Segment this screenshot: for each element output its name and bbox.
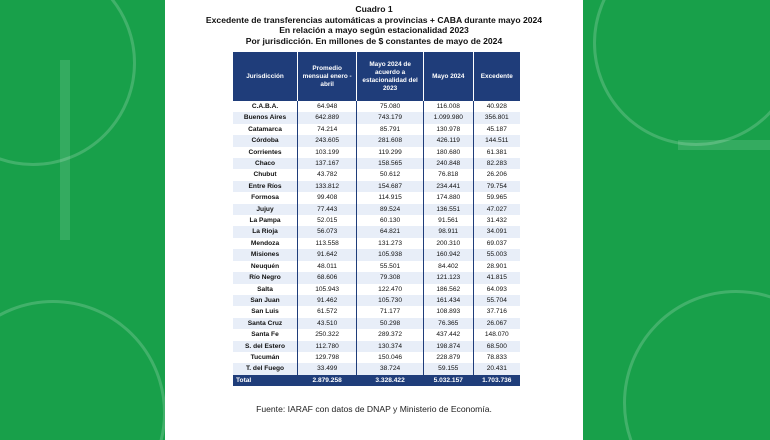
value-cell: 144.511 — [473, 135, 520, 146]
value-cell: 130.978 — [423, 124, 473, 135]
decorative-ring — [593, 0, 770, 146]
jurisdiction-cell: Santa Fe — [233, 329, 298, 340]
table-row — [233, 204, 520, 215]
jurisdiction-cell: Salta — [233, 284, 298, 295]
right-green-background — [583, 0, 770, 440]
value-cell: 50.612 — [357, 169, 424, 180]
value-cell: 45.187 — [486, 125, 507, 133]
value-cell: 33.499 — [298, 363, 357, 374]
table-row — [233, 158, 520, 169]
value-cell: 114.915 — [357, 192, 424, 203]
value-cell: 91.642 — [298, 249, 357, 260]
table-header-row — [233, 52, 520, 101]
value-cell: 76.365 — [423, 318, 473, 329]
jurisdiction-cell: La Rioja — [233, 226, 298, 237]
value-cell: 64.093 — [486, 285, 507, 293]
value-cell: 59.155 — [423, 363, 473, 374]
value-cell: 130.374 — [357, 341, 424, 352]
value-cell: 64.821 — [357, 226, 424, 237]
value-cell: 198.874 — [423, 341, 473, 352]
value-cell: 240.848 — [423, 158, 473, 169]
value-cell: 43.782 — [298, 169, 357, 180]
transfers-table — [233, 52, 520, 386]
table-row — [233, 329, 520, 340]
value-cell: 84.402 — [423, 261, 473, 272]
value-cell: 122.470 — [357, 284, 424, 295]
table-row — [233, 306, 520, 317]
value-cell: 28.901 — [486, 262, 507, 270]
column-header: Mayo 2024 — [423, 52, 473, 101]
table-units: Por jurisdicción. En millones de $ constantes de mayo de 2024 — [245, 35, 503, 46]
jurisdiction-cell: Total — [233, 375, 298, 386]
value-cell: 1.703.736 — [473, 375, 520, 386]
value-cell: 76.818 — [423, 169, 473, 180]
value-cell: 103.199 — [298, 147, 357, 158]
table-titles — [165, 4, 583, 46]
value-cell: 52.015 — [298, 215, 357, 226]
value-cell: 186.562 — [423, 284, 473, 295]
jurisdiction-cell: Neuquén — [233, 261, 298, 272]
value-cell: 105.730 — [357, 295, 424, 306]
value-cell: 121.123 — [423, 272, 473, 283]
value-cell: 91.462 — [298, 295, 357, 306]
value-cell: 289.372 — [357, 329, 424, 340]
value-cell: 68.500 — [473, 341, 520, 352]
value-cell: 78.833 — [486, 353, 507, 361]
jurisdiction-cell: Entre Ríos — [233, 181, 298, 192]
table-row — [233, 124, 520, 135]
value-cell: 64.948 — [298, 101, 357, 112]
value-cell: 174.880 — [423, 192, 473, 203]
value-cell: 119.299 — [357, 147, 424, 158]
value-cell: 77.443 — [298, 204, 357, 215]
jurisdiction-cell: T. del Fuego — [233, 363, 298, 374]
value-cell: 158.565 — [357, 158, 424, 169]
value-cell: 228.879 — [423, 352, 473, 363]
value-cell: 136.551 — [423, 204, 473, 215]
column-header: Jurisdicción — [233, 52, 298, 101]
value-cell: 105.943 — [298, 284, 357, 295]
table-row — [233, 169, 520, 180]
value-cell: 200.310 — [423, 238, 473, 249]
decorative-ring — [623, 290, 770, 440]
value-cell: 2.879.258 — [298, 375, 357, 386]
jurisdiction-cell: La Pampa — [233, 215, 298, 226]
value-cell: 113.558 — [298, 238, 357, 249]
table-body — [233, 101, 520, 386]
column-header: Excedente — [473, 52, 520, 101]
value-cell: 43.510 — [298, 318, 357, 329]
value-cell: 150.046 — [357, 352, 424, 363]
value-cell: 47.027 — [473, 204, 520, 215]
value-cell: 133.812 — [298, 181, 357, 192]
value-cell: 99.408 — [298, 192, 357, 203]
value-cell: 59.965 — [486, 194, 507, 202]
value-cell: 3.328.422 — [357, 375, 424, 386]
decorative-bar — [678, 140, 770, 150]
left-green-background — [0, 0, 165, 440]
column-header: Mayo 2024 de acuerdo a estacionalidad del 2023 — [357, 52, 424, 101]
value-cell: 26.067 — [473, 318, 520, 329]
jurisdiction-cell: Buenos Aires — [233, 112, 298, 123]
table-row — [233, 215, 520, 226]
jurisdiction-cell: Corrientes — [233, 147, 298, 158]
value-cell: 426.119 — [423, 135, 473, 146]
table-row — [233, 261, 520, 272]
table-row — [233, 112, 520, 123]
jurisdiction-cell: Chubut — [233, 169, 298, 180]
value-cell: 71.177 — [357, 306, 424, 317]
value-cell: 26.206 — [486, 171, 507, 179]
value-cell: 82.283 — [473, 158, 520, 169]
table-number: Cuadro 1 — [355, 4, 393, 14]
table-row — [233, 226, 520, 237]
value-cell: 112.780 — [298, 341, 357, 352]
value-cell: 91.561 — [423, 215, 473, 226]
value-cell: 48.011 — [298, 261, 357, 272]
value-cell: 41.815 — [473, 272, 520, 283]
value-cell: 356.801 — [473, 112, 520, 123]
jurisdiction-cell: Misiones — [233, 249, 298, 260]
value-cell: 68.606 — [298, 272, 357, 283]
jurisdiction-cell: C.A.B.A. — [233, 101, 298, 112]
value-cell: 1.099.980 — [423, 112, 473, 123]
table-row — [233, 318, 520, 329]
value-cell: 129.798 — [298, 352, 357, 363]
value-cell: 437.442 — [423, 329, 473, 340]
value-cell: 137.167 — [298, 158, 357, 169]
value-cell: 79.308 — [357, 272, 424, 283]
table-subtitle: En relación a mayo según estacionalidad 2023 — [279, 25, 469, 36]
document-panel — [165, 0, 583, 440]
decorative-ring — [0, 300, 165, 440]
jurisdiction-cell: Jujuy — [233, 204, 298, 215]
value-cell: 61.572 — [298, 306, 357, 317]
value-cell: 160.942 — [423, 249, 473, 260]
table-row — [233, 284, 520, 295]
table-row — [233, 272, 520, 283]
jurisdiction-cell: Córdoba — [233, 135, 298, 146]
table-row — [233, 249, 520, 260]
value-cell: 281.608 — [357, 135, 424, 146]
decorative-bar — [60, 60, 70, 240]
value-cell: 37.716 — [486, 308, 507, 316]
value-cell: 69.037 — [486, 239, 507, 247]
value-cell: 74.214 — [298, 124, 357, 135]
value-cell: 40.928 — [486, 103, 507, 110]
value-cell: 108.893 — [423, 306, 473, 317]
jurisdiction-cell: Río Negro — [233, 272, 298, 283]
jurisdiction-cell: S. del Estero — [233, 341, 298, 352]
table-row — [233, 352, 520, 363]
value-cell: 34.091 — [473, 226, 520, 237]
value-cell: 131.273 — [357, 238, 424, 249]
value-cell: 116.008 — [423, 101, 473, 112]
value-cell: 55.003 — [473, 249, 520, 260]
source-note: Fuente: IARAF con datos de DNAP y Ministerio de Economía. — [256, 404, 492, 414]
value-cell: 89.524 — [357, 204, 424, 215]
column-header: Promedio mensual enero - abril — [298, 52, 357, 101]
table-row — [233, 192, 520, 203]
value-cell: 743.179 — [357, 112, 424, 123]
value-cell: 38.724 — [357, 363, 424, 374]
value-cell: 31.432 — [486, 217, 507, 225]
value-cell: 79.754 — [473, 181, 520, 192]
jurisdiction-cell: Chaco — [233, 158, 298, 169]
table-row — [233, 341, 520, 352]
jurisdiction-cell: Formosa — [233, 192, 298, 203]
jurisdiction-cell: Tucumán — [233, 352, 298, 363]
total-row — [233, 375, 520, 386]
value-cell: 61.381 — [486, 148, 507, 156]
value-cell: 75.080 — [357, 101, 424, 112]
value-cell: 56.073 — [298, 226, 357, 237]
value-cell: 243.605 — [298, 135, 357, 146]
value-cell: 20.431 — [473, 363, 520, 374]
value-cell: 98.911 — [423, 226, 473, 237]
table-row — [233, 363, 520, 374]
table-row — [233, 238, 520, 249]
value-cell: 154.687 — [357, 181, 424, 192]
value-cell: 642.889 — [298, 112, 357, 123]
value-cell: 105.938 — [357, 249, 424, 260]
value-cell: 250.322 — [298, 329, 357, 340]
table-row — [233, 101, 520, 112]
value-cell: 180.680 — [423, 147, 473, 158]
table-row — [233, 147, 520, 158]
value-cell: 85.791 — [357, 124, 424, 135]
table-row — [233, 295, 520, 306]
value-cell: 50.298 — [357, 318, 424, 329]
value-cell: 55.501 — [357, 261, 424, 272]
jurisdiction-cell: Santa Cruz — [233, 318, 298, 329]
value-cell: 161.434 — [423, 295, 473, 306]
table-row — [233, 181, 520, 192]
value-cell: 5.032.157 — [423, 375, 473, 386]
value-cell: 234.441 — [423, 181, 473, 192]
value-cell: 55.704 — [473, 295, 520, 306]
jurisdiction-cell: San Luis — [233, 306, 298, 317]
jurisdiction-cell: San Juan — [233, 295, 298, 306]
jurisdiction-cell: Mendoza — [233, 238, 298, 249]
value-cell: 148.070 — [484, 331, 509, 339]
jurisdiction-cell: Catamarca — [233, 124, 298, 135]
table-row — [233, 135, 520, 146]
table-title: Excedente de transferencias automáticas a provincias + CABA durante mayo 2024 — [205, 14, 543, 25]
value-cell: 60.130 — [357, 215, 424, 226]
